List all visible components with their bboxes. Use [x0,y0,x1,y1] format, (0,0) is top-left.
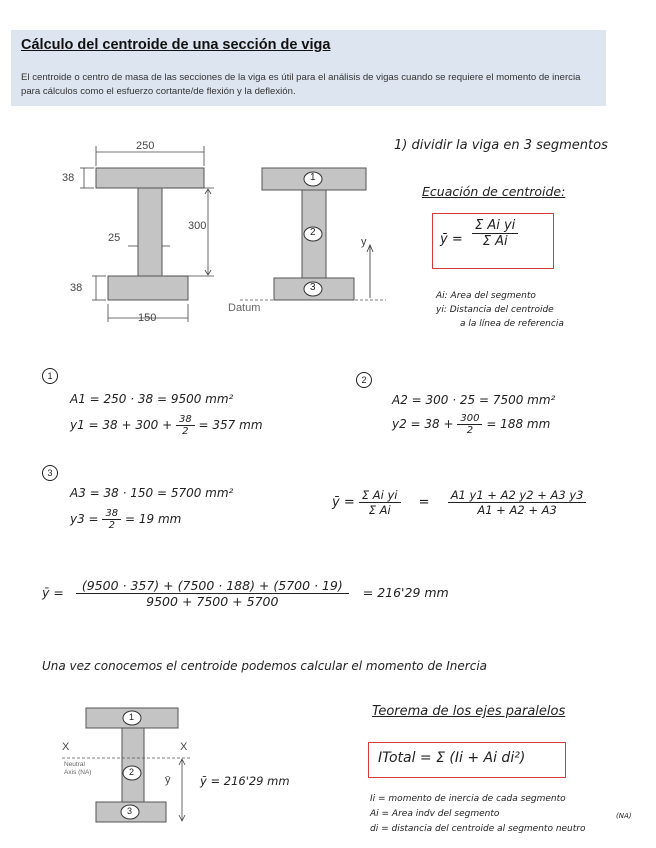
na-note: (NA) [616,812,632,820]
centroid-result: ȳ = $\frac{(9500 \cdot 357) + (7500 \cdot 188) + (5700 \cdot 19)}{9500 + 7500 + 5700}$ = 216'29 mm [42,578,449,609]
dim-150: 150 [138,312,157,324]
general-formula: ȳ = $\frac{\text{Σ Ai yi}}{\text{Σ Ai}}$ = $\frac{A1 y1 + A2 y2 + A3 y3}{A1 + A2 + A3}$ [332,488,586,517]
x-left-label: X [62,741,70,753]
seg3-y: y3 = $\frac{38}{2}$ = 19 mm [70,508,182,531]
def-ii: Ii = momento de inercia de cada segmento [370,794,566,804]
seg2-circle: 2 [356,372,372,388]
ybar-label: ȳ [165,774,171,786]
fig3-seg1-label: 1 [129,712,135,722]
def-ai-indv: Ai = Area indv del segmento [370,809,500,819]
x-right-label: X [180,741,188,753]
seg1-area: A1 = 250 · 38 = 9500 mm² [70,392,234,406]
dim-25: 25 [108,232,121,244]
centroid-eq-title: Ecuación de centroide: [422,184,566,199]
def-ai: Ai: Area del segmento [436,291,536,301]
def-yi: yi: Distancia del centroide [436,305,554,315]
dim-300: 300 [188,220,207,232]
neutral-axis-label: Neutral [64,761,85,768]
inertia-intro: Una vez conocemos el centroide podemos calcular el momento de Inercia [42,659,488,673]
fig3-seg3-label: 3 [127,806,133,816]
fig3-seg2-label: 2 [129,767,135,777]
neutral-axis-label-2: Axis (NA) [64,769,92,776]
page-title: Cálculo del centroide de una sección de viga [21,37,331,53]
dim-38-top: 38 [62,172,75,184]
datum-label: Datum [228,302,261,314]
dim-38-bottom: 38 [70,282,83,294]
seg3-area: A3 = 38 · 150 = 5700 mm² [70,486,234,500]
seg1-circle: 1 [42,368,58,384]
centroid-formula-frac: $\frac{\text{Σ Ai yi}}{\text{Σ Ai}}$ [472,218,518,249]
step-1: 1) dividir la viga en 3 segmentos [394,138,608,153]
segment-1-label: 1 [310,172,316,183]
seg1-y: y1 = 38 + 300 + $\frac{38}{2}$ = 357 mm [70,414,263,437]
y-axis-label: y [361,236,367,248]
inertia-formula: ITotal = Σ (Ii + Ai di²) [378,750,526,766]
ybar-value: ȳ = 216'29 mm [200,774,290,788]
theorem-title: Teorema de los ejes paralelos [372,704,566,719]
segment-2-label: 2 [310,227,316,238]
centroid-formula-lhs: ȳ = [440,232,463,247]
dim-250: 250 [136,140,155,152]
seg3-circle: 3 [42,465,58,481]
def-yi-2: a la línea de referencia [460,319,564,329]
seg2-y: y2 = 38 + $\frac{300}{2}$ = 188 mm [392,413,551,436]
def-di: di = distancia del centroide al segmento neutro [370,824,586,834]
seg2-area: A2 = 300 · 25 = 7500 mm² [392,393,556,407]
segment-3-label: 3 [310,282,316,293]
intro-paragraph: El centroide o centro de masa de las secciones de la viga es útil para el análisis de vigas cuando se requiere el momento de inercia para cálculos como el esfuerzo cortante/de flexión y la deflexión. [21,72,581,97]
